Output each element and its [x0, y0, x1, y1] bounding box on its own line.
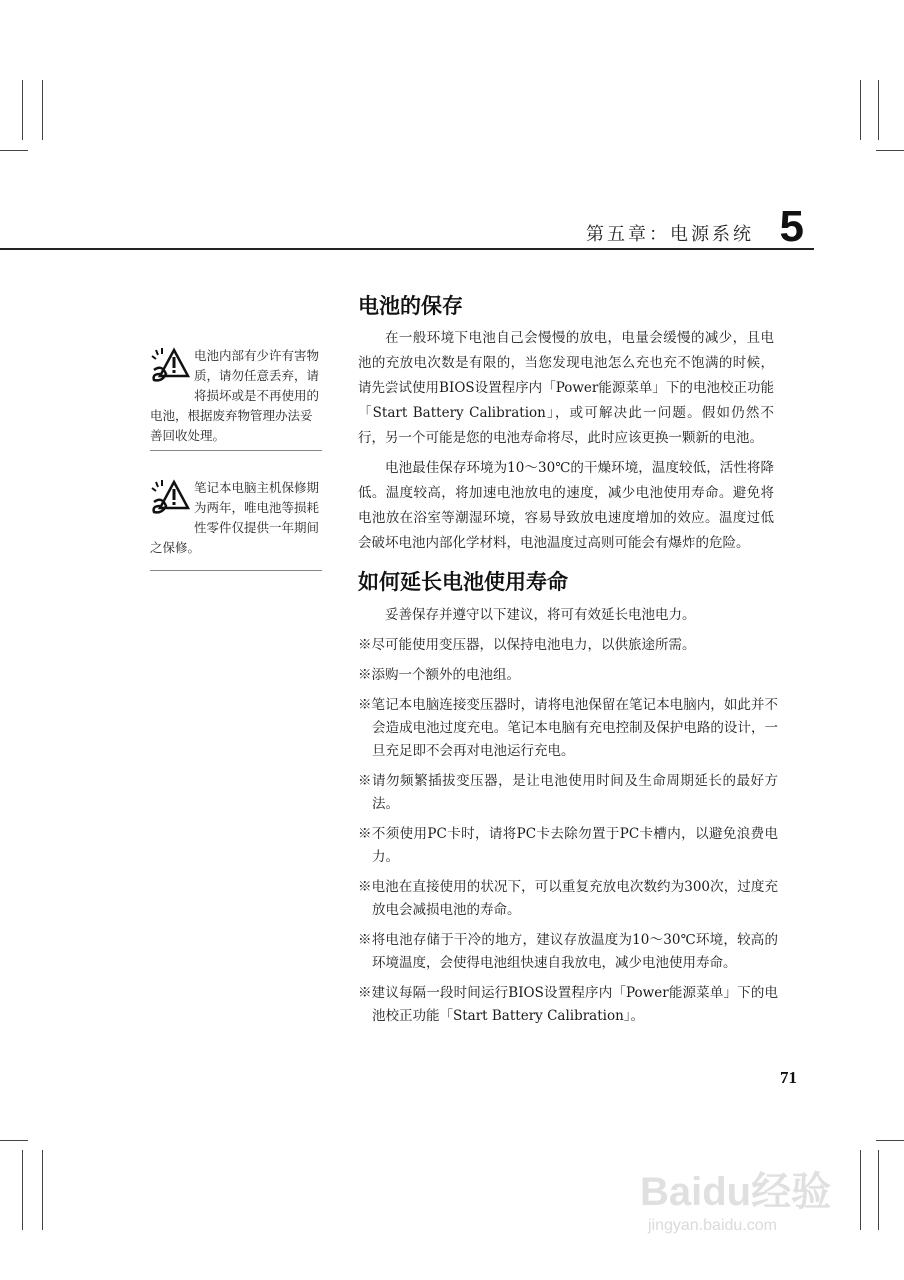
sidebar-note-hazard — [150, 346, 322, 446]
crop-mark — [22, 80, 23, 140]
list-item: ※将电池存储于干冷的地方，建议存放温度为10～30℃环境，较高的环境温度，会使得电池组快速自我放电，减少电池使用寿命。 — [358, 932, 778, 971]
chapter-number: 5 — [779, 202, 804, 251]
page-number: 71 — [780, 1068, 797, 1087]
list-intro: 妥善保存并遵守以下建议，将可有效延长电池电力。 — [385, 607, 696, 623]
list-item: ※添购一个额外的电池组。 — [358, 667, 520, 683]
watermark-url: jingyan.baidu.com — [648, 1217, 777, 1234]
crop-mark — [878, 1150, 879, 1230]
sidebar-divider — [150, 450, 322, 451]
crop-mark — [0, 150, 28, 151]
crop-mark — [876, 1140, 904, 1141]
crop-mark — [878, 80, 879, 140]
crop-mark — [0, 1140, 28, 1141]
section-title-battery-storage: 电池的保存 — [358, 294, 463, 318]
sidebar-note-text: 笔记本电脑主机保修期为两年，唯电池等损耗性零件仅提供一年期间之保修。 — [150, 480, 320, 555]
sidebar-divider — [150, 570, 322, 571]
list-item: ※不须使用PC卡时，请将PC卡去除勿置于PC卡槽内，以避免浪费电力。 — [358, 826, 778, 865]
section-title-extend-battery-life: 如何延长电池使用寿命 — [358, 570, 568, 594]
list-item: ※尽可能使用变压器，以保持电池电力，以供旅途所需。 — [358, 637, 696, 653]
chapter-title: 第五章：电源系统 — [586, 224, 754, 245]
sidebar-note-warranty — [150, 478, 322, 558]
tips-list — [358, 604, 778, 1035]
list-item: ※电池在直接使用的状况下，可以重复充放电次数约为300次，过度充放电会减损电池的寿命。 — [358, 879, 778, 918]
list-item: ※请勿频繁插拔变压器，是让电池使用时间及生命周期延长的最好方法。 — [358, 773, 778, 812]
sidebar-note-text: 电池内部有少许有害物质，请勿任意丢弃，请将损坏或是不再使用的电池，根据废弃物管理办法妥善回收处理。 — [150, 348, 320, 443]
crop-mark — [42, 80, 43, 140]
list-item: ※笔记本电脑连接变压器时，请将电池保留在笔记本电脑内，如此并不会造成电池过度充电。笔记本电脑有充电控制及保护电路的设计，一旦充足即不会再对电池运行充电。 — [358, 697, 778, 759]
chapter-header — [0, 202, 814, 251]
crop-mark — [860, 80, 861, 140]
list-item: ※建议每隔一段时间运行BIOS设置程序内「Power能源菜单」下的电池校正功能「Start Battery Calibration」。 — [358, 985, 778, 1024]
crop-mark — [22, 1150, 23, 1230]
watermark-logo: Baidu经验 — [640, 1170, 832, 1214]
crop-mark — [42, 1150, 43, 1230]
paragraph: 电池最佳保存环境为10～30℃的干燥环境，温度较低，活性将降低。温度较高，将加速电池放电的速度，减少电池使用寿命。避免将电池放在浴室等潮湿环境，容易导致放电速度增加的效应。温度过低会破坏电池内部化学材料，电池温度过高则可能会有爆炸的危险。 — [358, 460, 774, 551]
paragraph: 在一般环境下电池自己会慢慢的放电，电量会缓慢的减少，且电池的充放电次数是有限的，当您发现电池怎么充也充不饱满的时候，请先尝试使用BIOS设置程序内「Power能源菜单」下的电池校正功能「Start Battery Calibration」，或可解决此一问题。假如仍然不行，另一个可能是您的电池寿命将尽，此时应该更换一颗新的电池。 — [358, 330, 774, 446]
warning-icon — [150, 478, 190, 520]
warning-icon — [150, 346, 190, 388]
crop-mark — [876, 150, 904, 151]
baidu-watermark — [640, 1160, 870, 1240]
